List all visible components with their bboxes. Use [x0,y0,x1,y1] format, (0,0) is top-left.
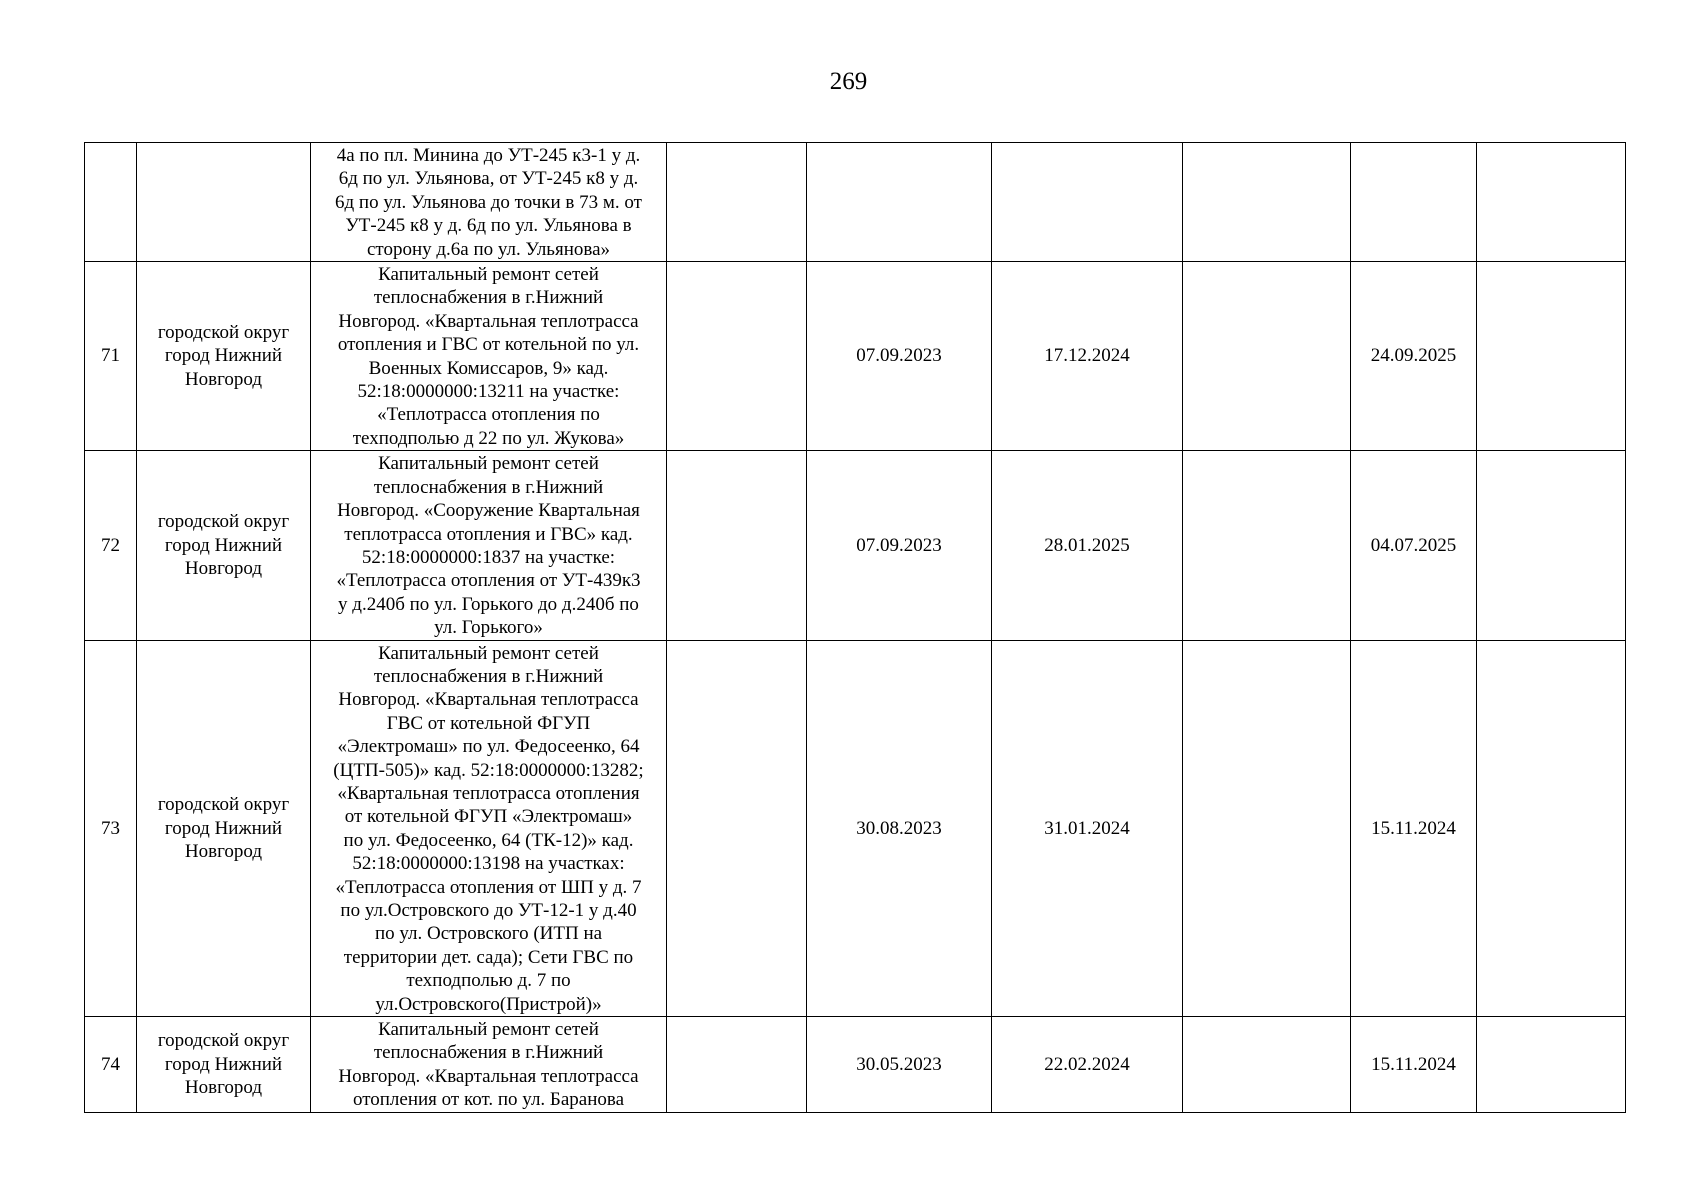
description-line: Капитальный ремонт сетей [378,642,599,664]
municipality-line: городской округ [157,322,290,344]
municipality-line: Новгород [184,1077,263,1099]
empty-cell-7 [1183,143,1351,262]
description-line: от котельной ФГУП «Электромаш» [344,806,633,828]
description-line: Капитальный ремонт сетей [378,264,599,286]
description-line: Капитальный ремонт сетей [378,453,599,475]
description-line: у д.240б по ул. Горького до д.240б по [338,593,639,615]
description-line: (ЦТП-505)» кад. 52:18:0000000:13282; [333,759,644,781]
works-table [84,142,1626,1113]
description-cell [311,262,667,451]
description-line: 52:18:0000000:1837 на участке: [361,546,616,568]
municipality-cell [137,640,311,1017]
municipality-line: Новгород [184,558,263,580]
description-line: Новгород. «Сооружение Квартальная [337,500,640,522]
description-line: теплоснабжения в г.Нижний [373,287,604,309]
empty-cell-4 [667,1017,807,1113]
empty-cell-4 [667,262,807,451]
date-2-cell: 31.01.2024 [992,640,1183,1017]
empty-cell-7 [1183,640,1351,1017]
empty-cell-9 [1477,143,1626,262]
empty-cell-7 [1183,1017,1351,1113]
description-line: 6д по ул. Ульянова, от УТ-245 к8 у д. [338,168,639,190]
date-2-cell: 17.12.2024 [992,262,1183,451]
description-line: ул.Островского(Пристрой)» [375,993,602,1015]
page-number: 269 [829,68,868,95]
description-line: Военных Комиссаров, 9» кад. [368,357,609,379]
description-line: 52:18:0000000:13198 на участках: [352,853,625,875]
description-line: Новгород. «Квартальная теплотрасса [338,689,639,711]
empty-cell-7 [1183,451,1351,640]
description-line: теплоснабжения в г.Нижний [373,665,604,687]
row-number-cell: 71 [85,262,137,451]
date-2-cell: 28.01.2025 [992,451,1183,640]
date-3-cell: 04.07.2025 [1351,451,1477,640]
date-3-cell [1351,143,1477,262]
municipality-line: город Нижний [164,817,283,839]
description-line: «Теплотрасса отопления от УТ-439к3 [336,570,641,592]
description-line: территории дет. сада); Сети ГВС по [343,946,634,968]
description-line: «Теплотрасса отопления от ШП у д. 7 [335,876,642,898]
description-line: отопления от кот. по ул. Баранова [352,1089,625,1111]
row-number-cell: 72 [85,451,137,640]
description-line: теплотрасса отопления и ГВС» кад. [344,523,633,545]
description-cell [311,1017,667,1113]
date-2-cell: 22.02.2024 [992,1017,1183,1113]
description-line: Новгород. «Квартальная теплотрасса [338,1065,639,1087]
table-row [85,640,1626,1017]
description-line: Новгород. «Квартальная теплотрасса [338,310,639,332]
description-line: ГВС от котельной ФГУП [386,712,591,734]
municipality-cell [137,262,311,451]
description-line: теплоснабжения в г.Нижний [373,476,604,498]
municipality-line: городской округ [157,511,290,533]
date-1-cell: 30.08.2023 [807,640,992,1017]
empty-cell-9 [1477,451,1626,640]
description-line: «Теплотрасса отопления по [377,404,600,426]
table-body [85,143,1626,1113]
table-row [85,1017,1626,1113]
empty-cell-9 [1477,640,1626,1017]
date-1-cell: 07.09.2023 [807,262,992,451]
description-cell [311,640,667,1017]
municipality-line: городской округ [157,1030,290,1052]
date-3-cell: 15.11.2024 [1351,640,1477,1017]
empty-cell-4 [667,640,807,1017]
description-cell [311,143,667,262]
description-line: ул. Горького» [434,617,543,639]
description-line: УТ-245 к8 у д. 6д по ул. Ульянова в [345,215,632,237]
date-2-cell [992,143,1183,262]
municipality-line: Новгород [184,368,263,390]
empty-cell-9 [1477,1017,1626,1113]
municipality-cell [137,451,311,640]
row-number-cell: 74 [85,1017,137,1113]
row-number-cell: 73 [85,640,137,1017]
description-line: «Электромаш» по ул. Федосеенко, 64 [337,736,640,758]
municipality-line: Новгород [184,840,263,862]
description-line: 4а по пл. Минина до УТ-245 к3-1 у д. [336,145,641,166]
description-line: Капитальный ремонт сетей [378,1019,599,1041]
table-row [85,451,1626,640]
empty-cell-9 [1477,262,1626,451]
description-line: техподполью д. 7 по [406,970,571,992]
municipality-cell [137,143,311,262]
description-line: по ул. Островского (ИТП на [374,923,603,945]
date-1-cell: 30.05.2023 [807,1017,992,1113]
date-3-cell: 15.11.2024 [1351,1017,1477,1113]
municipality-line: город Нижний [164,1053,283,1075]
empty-cell-4 [667,143,807,262]
description-line: 6д по ул. Ульянова до точки в 73 м. от [335,191,642,213]
municipality-line: городской округ [157,794,290,816]
municipality-cell [137,1017,311,1113]
date-1-cell: 07.09.2023 [807,451,992,640]
description-line: «Квартальная теплотрасса отопления [337,782,640,804]
table-row [85,143,1626,262]
description-line: сторону д.6а по ул. Ульянова» [366,238,611,260]
description-line: по ул. Федосеенко, 64 (ТК-12)» кад. [343,829,634,851]
description-line: отопления и ГВС от котельной по ул. [337,334,640,356]
empty-cell-4 [667,451,807,640]
empty-cell-7 [1183,262,1351,451]
description-line: теплоснабжения в г.Нижний [373,1042,604,1064]
municipality-line: город Нижний [164,345,283,367]
description-line: 52:18:0000000:13211 на участке: [357,381,620,403]
row-number-cell [85,143,137,262]
date-3-cell: 24.09.2025 [1351,262,1477,451]
description-line: по ул.Островского до УТ-12-1 у д.40 [340,900,637,921]
date-1-cell [807,143,992,262]
description-line: техподполью д 22 по ул. Жукова» [352,427,625,449]
description-cell [311,451,667,640]
municipality-line: город Нижний [164,534,283,556]
table-row [85,262,1626,451]
